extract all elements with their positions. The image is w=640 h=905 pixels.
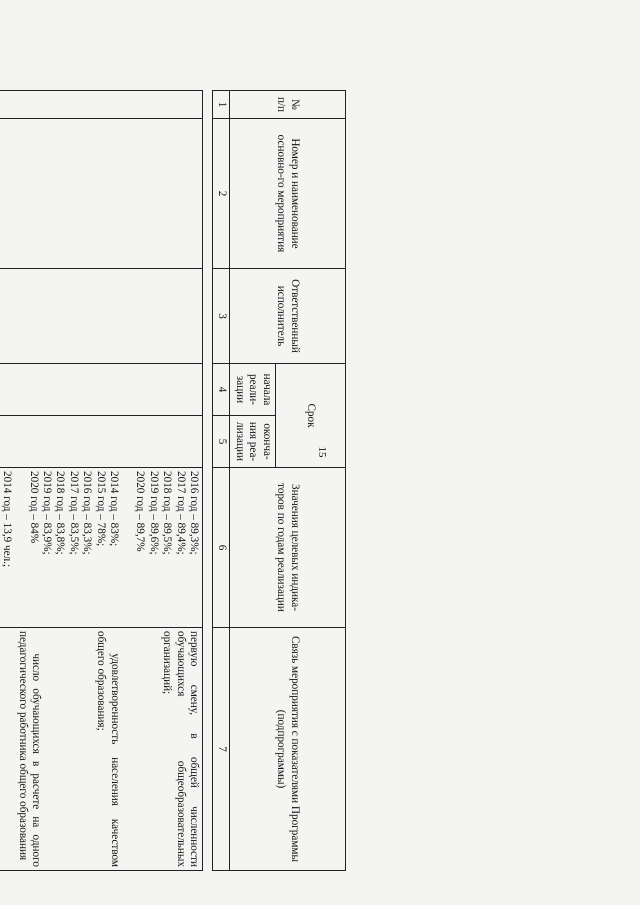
value-line: 2019 год – 89,6%;	[147, 471, 160, 555]
page-number: 15	[316, 446, 328, 458]
value-line: 2014 год – 83%;	[107, 471, 120, 547]
col-number-3: 3	[213, 269, 230, 364]
header-executor: Ответственный исполнитель	[230, 269, 346, 364]
program-activities-table-page	[0, 90, 346, 870]
col-number-4: 4	[213, 364, 230, 416]
value-line: 2017 год – 83,5%;	[67, 471, 80, 555]
value-line: 2016 год – 89,3%;	[188, 471, 200, 555]
value-line: 2016 год – 83,3%;	[81, 471, 94, 555]
program-activities-table	[0, 90, 346, 871]
header-term-start: начала реали-зации	[230, 364, 276, 416]
cell-program-link	[0, 628, 203, 871]
cell-executor	[0, 269, 203, 364]
header-row	[276, 91, 346, 871]
value-line: 2014 год – 13,9 чел.;	[1, 471, 14, 568]
col-number-1: 1	[213, 91, 230, 119]
page-break-gap	[203, 91, 213, 871]
header-term: Срок	[276, 364, 346, 468]
link-text: число обучающихся в расчете на одного педагогического работника общего образования	[16, 631, 42, 867]
col-number-5: 5	[213, 416, 230, 468]
value-line: 2018 год – 89,5%;	[161, 471, 174, 555]
column-numbers-row	[213, 91, 230, 871]
cell-end	[0, 416, 203, 468]
cell-start	[0, 364, 203, 416]
cell-number	[0, 91, 203, 119]
header-number: № п/п	[230, 91, 346, 119]
cell-target-values	[0, 468, 203, 628]
value-line: 2018 год – 83,8%;	[54, 471, 67, 555]
value-line: 2020 год – 84%	[27, 471, 40, 544]
col-number-7: 7	[213, 628, 230, 871]
value-line: 2017 год – 89,4%;	[174, 471, 187, 555]
header-target-values: Значения целевых индика-торов по годам реализации	[230, 468, 346, 628]
link-text: первую смену, в общей численности обучающихся общеобразовательных организаций;	[161, 631, 200, 867]
table-row-continued	[0, 91, 203, 871]
value-line: 2015 год – 78%;	[94, 471, 107, 547]
header-activity-name: Номер и наименование основно-го мероприятия	[230, 119, 346, 269]
value-line: 2019 год – 83,9%;	[40, 471, 53, 555]
link-text: удовлетворенность населения качеством общего образования;	[95, 631, 121, 867]
cell-activity-name	[0, 119, 203, 269]
col-number-2: 2	[213, 119, 230, 269]
col-number-6: 6	[213, 468, 230, 628]
header-program-link: Связь мероприятия с показателями Программы (подпрограммы)	[230, 628, 346, 871]
value-line: 2020 год – 89,7%	[134, 471, 147, 552]
header-term-end: оконча-ния реа-лизации	[230, 416, 276, 468]
